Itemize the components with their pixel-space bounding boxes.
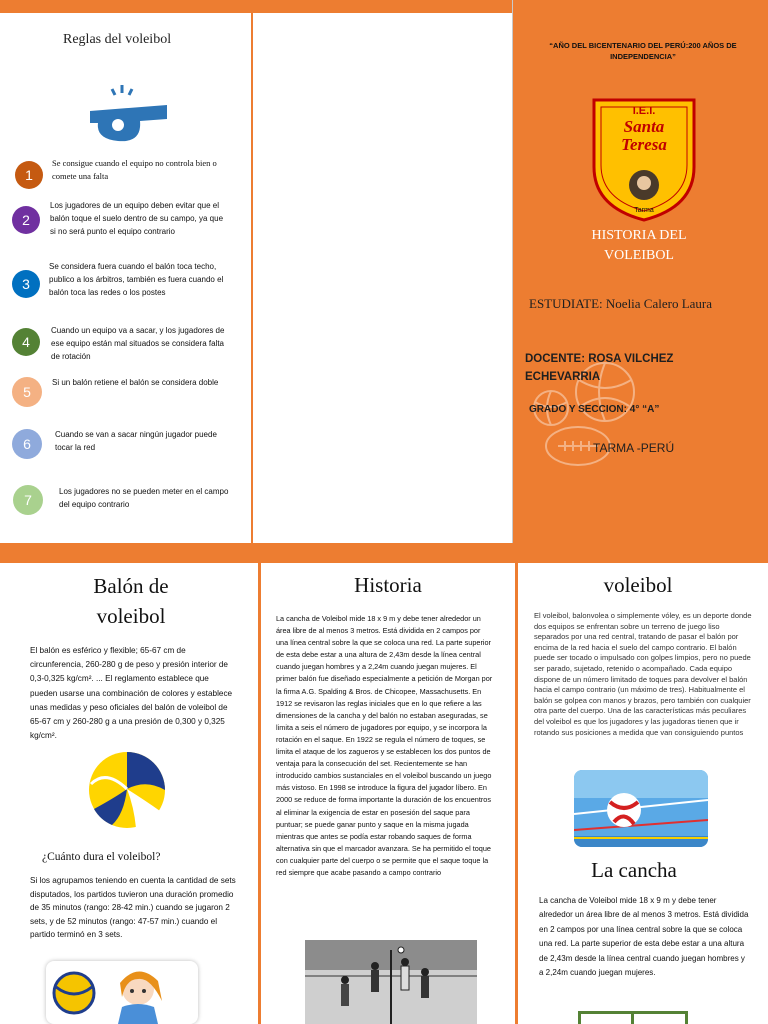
history-panel — [261, 563, 515, 1024]
logo-line3: Teresa — [621, 135, 667, 154]
volleyball-image — [86, 749, 168, 831]
place: TARMA -PERÚ — [593, 441, 675, 455]
logo-city: Tarma — [634, 207, 654, 214]
rule-number-3: 3 — [12, 270, 40, 298]
ball-title: Balón de voleibol — [93, 574, 169, 628]
rule-number-1: 1 — [15, 161, 43, 189]
rule-text-2: Los jugadores de un equipo deben evitar que el balón toque el suelo dentro de su campo, ya que si no será punto el equipo contrario — [50, 201, 224, 236]
voleibol-title: voleibol — [603, 573, 673, 597]
history-title: Historia — [354, 573, 422, 597]
historic-match-photo — [305, 940, 477, 1024]
rule-text-3: Se considera fuera cuando el balón toca techo, publico a los árbitros, también es fuera cuando el balón toca las redes o los postes — [49, 262, 224, 297]
motto: “AÑO DEL BICENTENARIO DEL PERÚ:200 AÑOS DE INDEPENDENCIA” — [549, 41, 737, 61]
court-text: La cancha de Voleibol mide 18 x 9 m y debe tener alrededor un área libre de al menos 3 metros. Está dividida en 2 campos por una línea central sobre la que se coloca una red. La parte superior de esta debe estar a una altura de 2,43m desde la línea central cuando juegan hombres y a 2,24m cuando juegan mujeres. — [539, 896, 749, 978]
blank-panel — [253, 13, 512, 543]
rule-number-4: 4 — [12, 328, 40, 356]
rule-text-1: Se consigue cuando el equipo no controla bien o comete una falta — [52, 158, 217, 181]
rules-panel — [0, 13, 251, 543]
voleibol-text: El voleibol, balonvolea o simplemente vóley, es un deporte donde dos equipos se enfrentan sobre un terreno de juego liso separados por una red central, tratando de pasar el balón por encima de la red hacia el suelo del campo contrario. El balón puede ser tocado o impulsado con golpes limpios, pero no puede ser parado, sujetado, retenido o acompañado. Cada equipo dispone de un número limitado de toques para devolver el balón hacia el campo contrario (un máximo de tres). Habitualmente el balón se golpea con manos y brazos, pero también con cualquier otra parte del cuerpo. Una de las características más peculiares del voleibol es que los jugadores y las jugadoras tienen que ir rotando sus posiciones a medida que van consiguiendo puntos — [534, 611, 752, 737]
duration-title: ¿Cuánto dura el voleibol? — [42, 851, 161, 863]
school-logo — [591, 97, 697, 223]
court-title: La cancha — [591, 858, 677, 882]
rule-number-6: 6 — [12, 429, 42, 459]
ball-panel — [0, 563, 258, 1024]
history-text: La cancha de Voleibol mide 18 x 9 m y debe tener alrededor un área libre de al menos 3 metros. Está dividida en 2 campos por una línea central sobre la que se coloca una red. La parte superior de esta debe estar a una altura de 2,43m desde la línea central cuando juegan hombres y a 2,24m cuando juegan mujeres. El primer balón fue diseñado especialmente a petición de Morgan por la firma A.G. Spalding & Bros. de Chicopee, Massachusetts. En 1912 se revisaron las reglas iniciales que en lo que refiere a las dimensiones de la cancha y del balón no estaban aseguradas, se limita a seis el número de jugadores por equipo, y se incorpora la rotación en el saque. En 1922 se regula el número de toques, se limita el ataque de los zagueros y se establecen los dos puntos de ventaja para la consecución del set. Recientemente se han introducido cambios sustanciales en el voleibol buscando un juego más vistoso. En 1998 se introduce la figura del jugador líbero. En 2000 se reduce de forma importante la duración de los encuentros al eliminar la exigencia de estar en posesión del saque para puntuar; se puede ganar punto y saque en la misma jugada mientras que antes se podía estar robando saques de forma alternativa sin que el marcador avanzara. Se ha permitido el toque con cualquier parte del cuerpo o se permite que el saque toque la red siempre que acabe pasando a campo contrario — [276, 614, 493, 877]
rule-text-4: Cuando un equipo va a sacar, y los jugadores de ese equipo están mal situados se considera falta de rotación — [51, 326, 225, 361]
whistle-icon — [82, 83, 172, 145]
teacher-name: DOCENTE: ROSA VILCHEZ ECHEVARRIA — [525, 353, 674, 383]
cover-panel — [512, 0, 768, 543]
logo-line2: Santa — [623, 117, 665, 136]
cover-title: HISTORIA DEL VOLEIBOL — [591, 228, 687, 263]
rule-number-7: 7 — [13, 485, 43, 515]
ball-text: El balón es esférico y flexible; 65-67 cm de circunferencia, 260-280 g de peso y presión interior de 0,3-0,325 kg/cm². ... El reglamento establece que pueden usarse una combinación de colores y establece unas medidas y peso oficiales del balón de voleibol de 65-67 cm y 260-280 g a una presión de 0,300 y 0,325 kg/cm². — [30, 646, 233, 741]
rule-text-5: Si un balón retiene el balón se considera doble — [52, 378, 219, 387]
rule-text-6: Cuando se van a sacar ningún jugador puede tocar la red — [55, 430, 217, 452]
rule-text-7: Los jugadores no se pueden meter en el campo del equipo contrario — [59, 487, 229, 509]
rules-title: Reglas del voleibol — [63, 32, 172, 47]
logo-line1: I.E.I. — [632, 105, 656, 117]
duration-text: Si los agrupamos teniendo en cuenta la cantidad de sets disputados, los partidos tuvieron una duración promedio de 35 minutos (rango: 28-42 min.) cuando se jugaron 2 sets, y de 52 minutos (rango: 47-57 min.) cuando el partido terminó en 3 sets. — [30, 876, 236, 939]
grade-section: GRADO Y SECCION: 4° “A” — [529, 404, 660, 415]
rule-number-2: 2 — [12, 206, 40, 234]
student-name: ESTUDIATE: Noelia Calero Laura — [529, 296, 713, 311]
kid-with-ball-image — [46, 961, 198, 1024]
voleibol-panel — [518, 563, 768, 1024]
rule-number-5: 5 — [12, 377, 42, 407]
court-diagram-image — [578, 1011, 688, 1024]
court-ball-image — [574, 770, 708, 847]
